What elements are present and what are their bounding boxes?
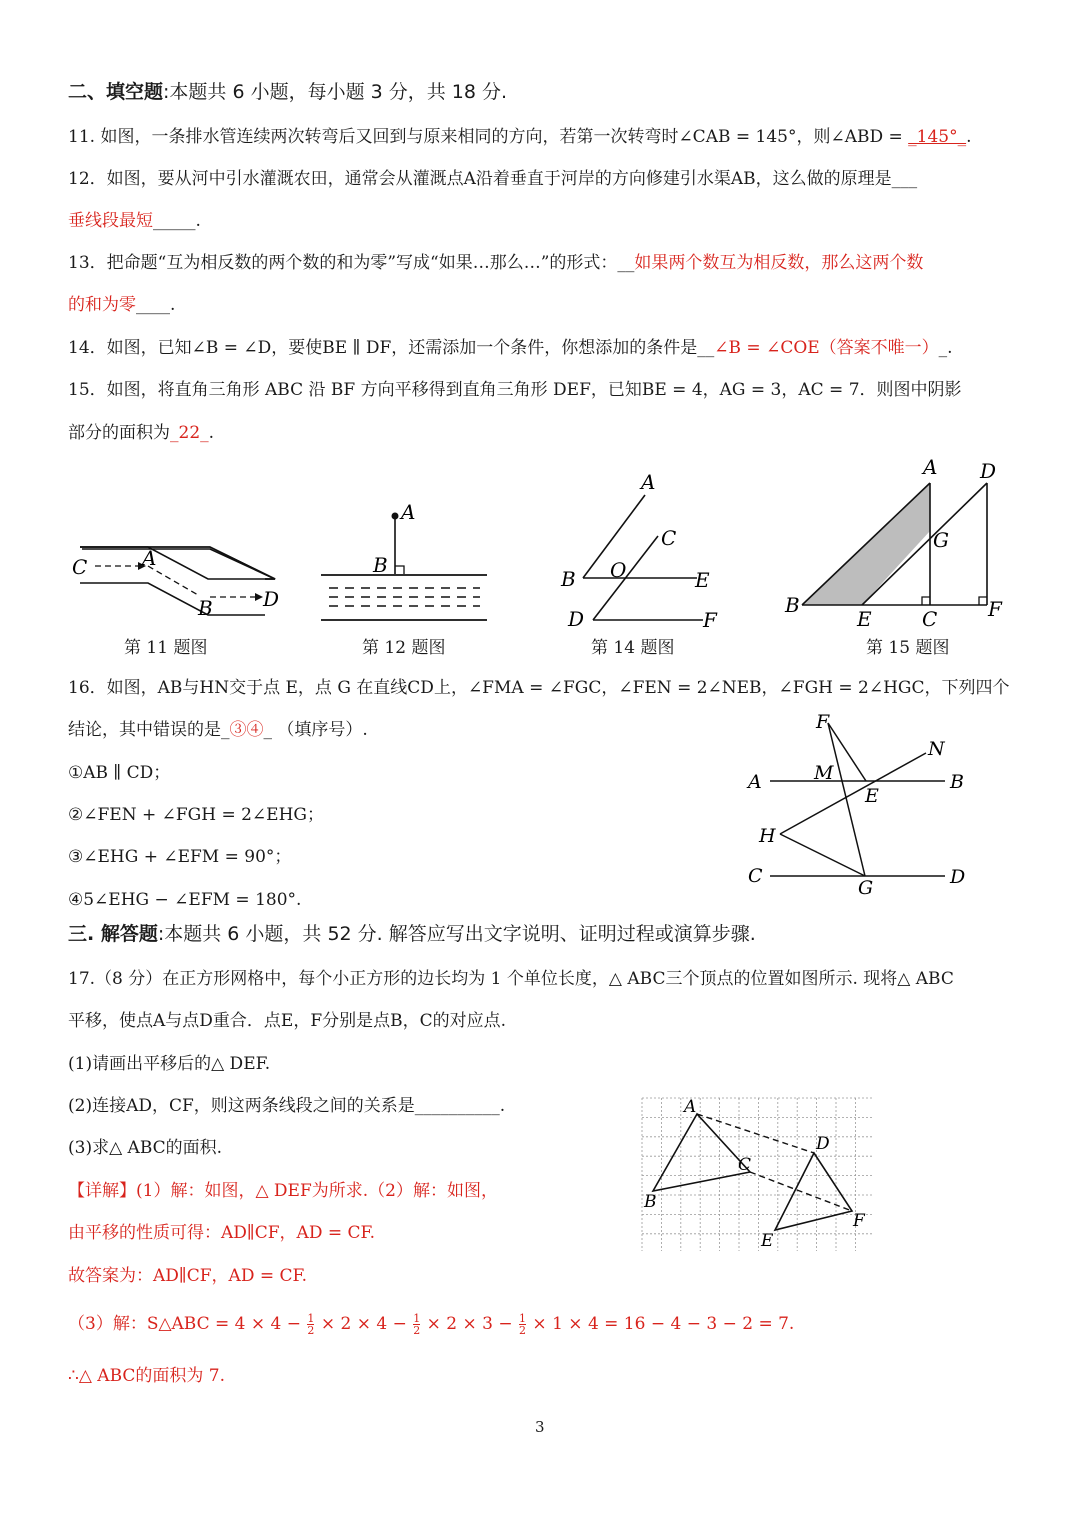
fig14-label-d: D xyxy=(568,607,585,631)
q16-line1: 16．如图，AB与HN交于点 E，点 G 在直线CD上，∠FMA = ∠FGC，∠FEN = 2∠NEB，∠FGH = 2∠HGC，下列四个 xyxy=(68,678,1010,698)
fig15-label-g: G xyxy=(933,528,949,552)
fig16-label-d: D xyxy=(950,866,966,888)
fig11-label-c: C xyxy=(72,555,88,579)
fig16-label-h: H xyxy=(759,825,776,847)
question-16-line2 xyxy=(68,718,368,742)
fig15-label-a: A xyxy=(923,455,938,479)
q12-end: _____. xyxy=(153,211,201,231)
q17-s4-pre: （3）解：S△ABC = 4 × 4 − xyxy=(68,1314,302,1334)
q15-answer: _22_ xyxy=(170,423,209,443)
figure-12 xyxy=(315,495,495,625)
q17-solution-5: ∴△ ABC的面积为 7. xyxy=(68,1366,226,1386)
q17-part-2: (2)连接AD，CF，则这两条线段之间的关系是__________. xyxy=(68,1096,506,1116)
fig16-label-b: B xyxy=(950,771,964,793)
figure-11 xyxy=(70,535,290,620)
fig16-label-a: A xyxy=(748,771,762,793)
q14-answer: ∠B = ∠COE（答案不唯一） xyxy=(714,338,939,358)
q16-answer: ③④ xyxy=(229,720,264,740)
fig14-label-f: F xyxy=(703,608,717,632)
fig15-label-c: C xyxy=(922,607,938,630)
fig14-caption: 第 14 题图 xyxy=(591,638,675,658)
fraction-half: $\frac{1}{2}$ xyxy=(307,1312,315,1337)
fig17-label-e: E xyxy=(761,1231,774,1251)
section-2-heading xyxy=(68,80,507,104)
q17-s4-c: × 1 × 4 = 16 − 4 − 3 − 2 = 7. xyxy=(532,1314,795,1334)
q11-answer: _145°_ xyxy=(908,127,967,147)
fig14-label-o: O xyxy=(610,558,627,582)
q16-conclusion-2: ②∠FEN + ∠FGH = 2∠EHG； xyxy=(68,805,324,825)
fig16-label-c: C xyxy=(748,865,763,887)
q17-part-3: (3)求△ ABC的面积. xyxy=(68,1138,223,1158)
fig14-label-a: A xyxy=(641,470,656,494)
q15-end: . xyxy=(208,423,215,443)
fig11-caption: 第 11 题图 xyxy=(124,638,208,658)
question-12-line2 xyxy=(68,209,201,233)
fig12-caption: 第 12 题图 xyxy=(362,638,446,658)
fig14-label-b: B xyxy=(561,567,576,591)
question-14 xyxy=(68,336,953,360)
question-15-line2 xyxy=(68,421,214,445)
q13-text: 13．把命题“互为相反数的两个数的和为零”写成“如果…那么…”的形式：__ xyxy=(68,253,635,273)
q17-part-1: (1)请画出平移后的△ DEF. xyxy=(68,1054,271,1074)
fig16-label-m: M xyxy=(814,762,834,784)
fig15-label-d: D xyxy=(980,459,997,483)
question-17 xyxy=(68,967,954,991)
q12-answer: 垂线段最短 xyxy=(68,211,153,231)
fig12-label-b: B xyxy=(373,553,388,577)
question-15 xyxy=(68,378,962,402)
page-number: 3 xyxy=(535,1418,545,1436)
q17-solution-3: 故答案为：AD∥CF，AD = CF. xyxy=(68,1266,308,1286)
q15-line2: 部分的面积为 xyxy=(68,423,170,443)
question-13-line2 xyxy=(68,293,175,317)
figure-15 xyxy=(780,455,1025,630)
question-13 xyxy=(68,251,923,275)
fig11-label-b: B xyxy=(198,596,213,620)
q17-s4-a: × 2 × 4 − xyxy=(320,1314,407,1334)
figure-17 xyxy=(640,1095,874,1251)
q17-solution-2: 由平移的性质可得：AD∥CF，AD = CF. xyxy=(68,1223,376,1243)
fraction-half: $\frac{1}{2}$ xyxy=(413,1312,421,1337)
fig14-label-e: E xyxy=(695,568,710,592)
fig17-label-b: B xyxy=(644,1192,657,1212)
fig16-label-g: G xyxy=(858,877,874,899)
question-12 xyxy=(68,167,917,191)
question-16 xyxy=(68,676,1010,700)
section-3-heading xyxy=(68,922,756,946)
q13-answer-part2: 的和为零 xyxy=(68,295,136,315)
figure-16 xyxy=(740,708,975,900)
q11-text: 11. 如图，一条排水管连续两次转弯后又回到与原来相同的方向，若第一次转弯时∠CAB = 145°，则∠ABD = xyxy=(68,127,903,147)
q17-solution-4 xyxy=(68,1312,794,1336)
q14-end: _. xyxy=(938,338,953,358)
q16-line2-end: _ （填序号）. xyxy=(263,720,368,740)
fig15-label-b: B xyxy=(785,593,800,617)
q16-conclusion-1: ①AB ∥ CD； xyxy=(68,763,171,783)
q13-end: ____. xyxy=(136,295,176,315)
q17-s4-b: × 2 × 3 − xyxy=(426,1314,513,1334)
q16-conclusion-4: ④5∠EHG − ∠EFM = 180°. xyxy=(68,890,302,910)
fig17-label-a: A xyxy=(684,1097,697,1117)
q16-line2-pre: 结论，其中错误的是_ xyxy=(68,720,230,740)
fig11-label-a: A xyxy=(142,546,157,570)
section-2-title: 二、填空题 xyxy=(68,81,164,103)
figure-14 xyxy=(555,468,730,633)
q17-line1: 17.（8 分）在正方形网格中，每个小正方形的边长均为 1 个单位长度，△ ABC三个顶点的位置如图所示. 现将△ ABC xyxy=(68,969,954,989)
fraction-half: $\frac{1}{2}$ xyxy=(519,1312,527,1337)
fig14-label-c: C xyxy=(661,526,677,550)
question-17-line2: 平移，使点A与点D重合．点E，F分别是点B，C的对应点. xyxy=(68,1011,507,1031)
fig17-label-c: C xyxy=(738,1155,752,1175)
fig15-caption: 第 15 题图 xyxy=(866,638,950,658)
section-3-desc: :本题共 6 小题，共 52 分. 解答应写出文字说明、证明过程或演算步骤. xyxy=(157,923,756,945)
section-3-title: 三. 解答题 xyxy=(68,923,158,945)
section-2-desc: :本题共 6 小题，每小题 3 分，共 18 分. xyxy=(163,81,508,103)
fig16-label-f: F xyxy=(816,711,830,733)
fig17-label-d: D xyxy=(816,1134,830,1154)
q17-solution-1: 【详解】(1）解：如图，△ DEF为所求.（2）解：如图， xyxy=(68,1181,498,1201)
fig12-label-a: A xyxy=(401,500,416,524)
fig16-label-e: E xyxy=(865,785,879,807)
fig15-label-e: E xyxy=(857,607,872,630)
question-11 xyxy=(68,125,972,149)
q12-text: 12．如图，要从河中引水灌溉农田，通常会从灌溉点A沿着垂直于河岸的方向修建引水渠AB，这么做的原理是___ xyxy=(68,169,918,189)
fig15-label-f: F xyxy=(988,597,1002,621)
q15-line1: 15．如图，将直角三角形 ABC 沿 BF 方向平移得到直角三角形 DEF，已知BE = 4，AG = 3，AC = 7．则图中阴影 xyxy=(68,380,962,400)
q13-answer-part1: 如果两个数互为相反数，那么这两个数 xyxy=(634,253,924,273)
fig16-label-n: N xyxy=(928,738,945,760)
q11-end: . xyxy=(966,127,972,147)
q14-text: 14．如图，已知∠B = ∠D，要使BE ∥ DF，还需添加一个条件，你想添加的条件是__ xyxy=(68,338,715,358)
fig11-label-d: D xyxy=(263,587,280,611)
fig17-label-f: F xyxy=(853,1211,865,1231)
q16-conclusion-3: ③∠EHG + ∠EFM = 90°； xyxy=(68,847,292,867)
